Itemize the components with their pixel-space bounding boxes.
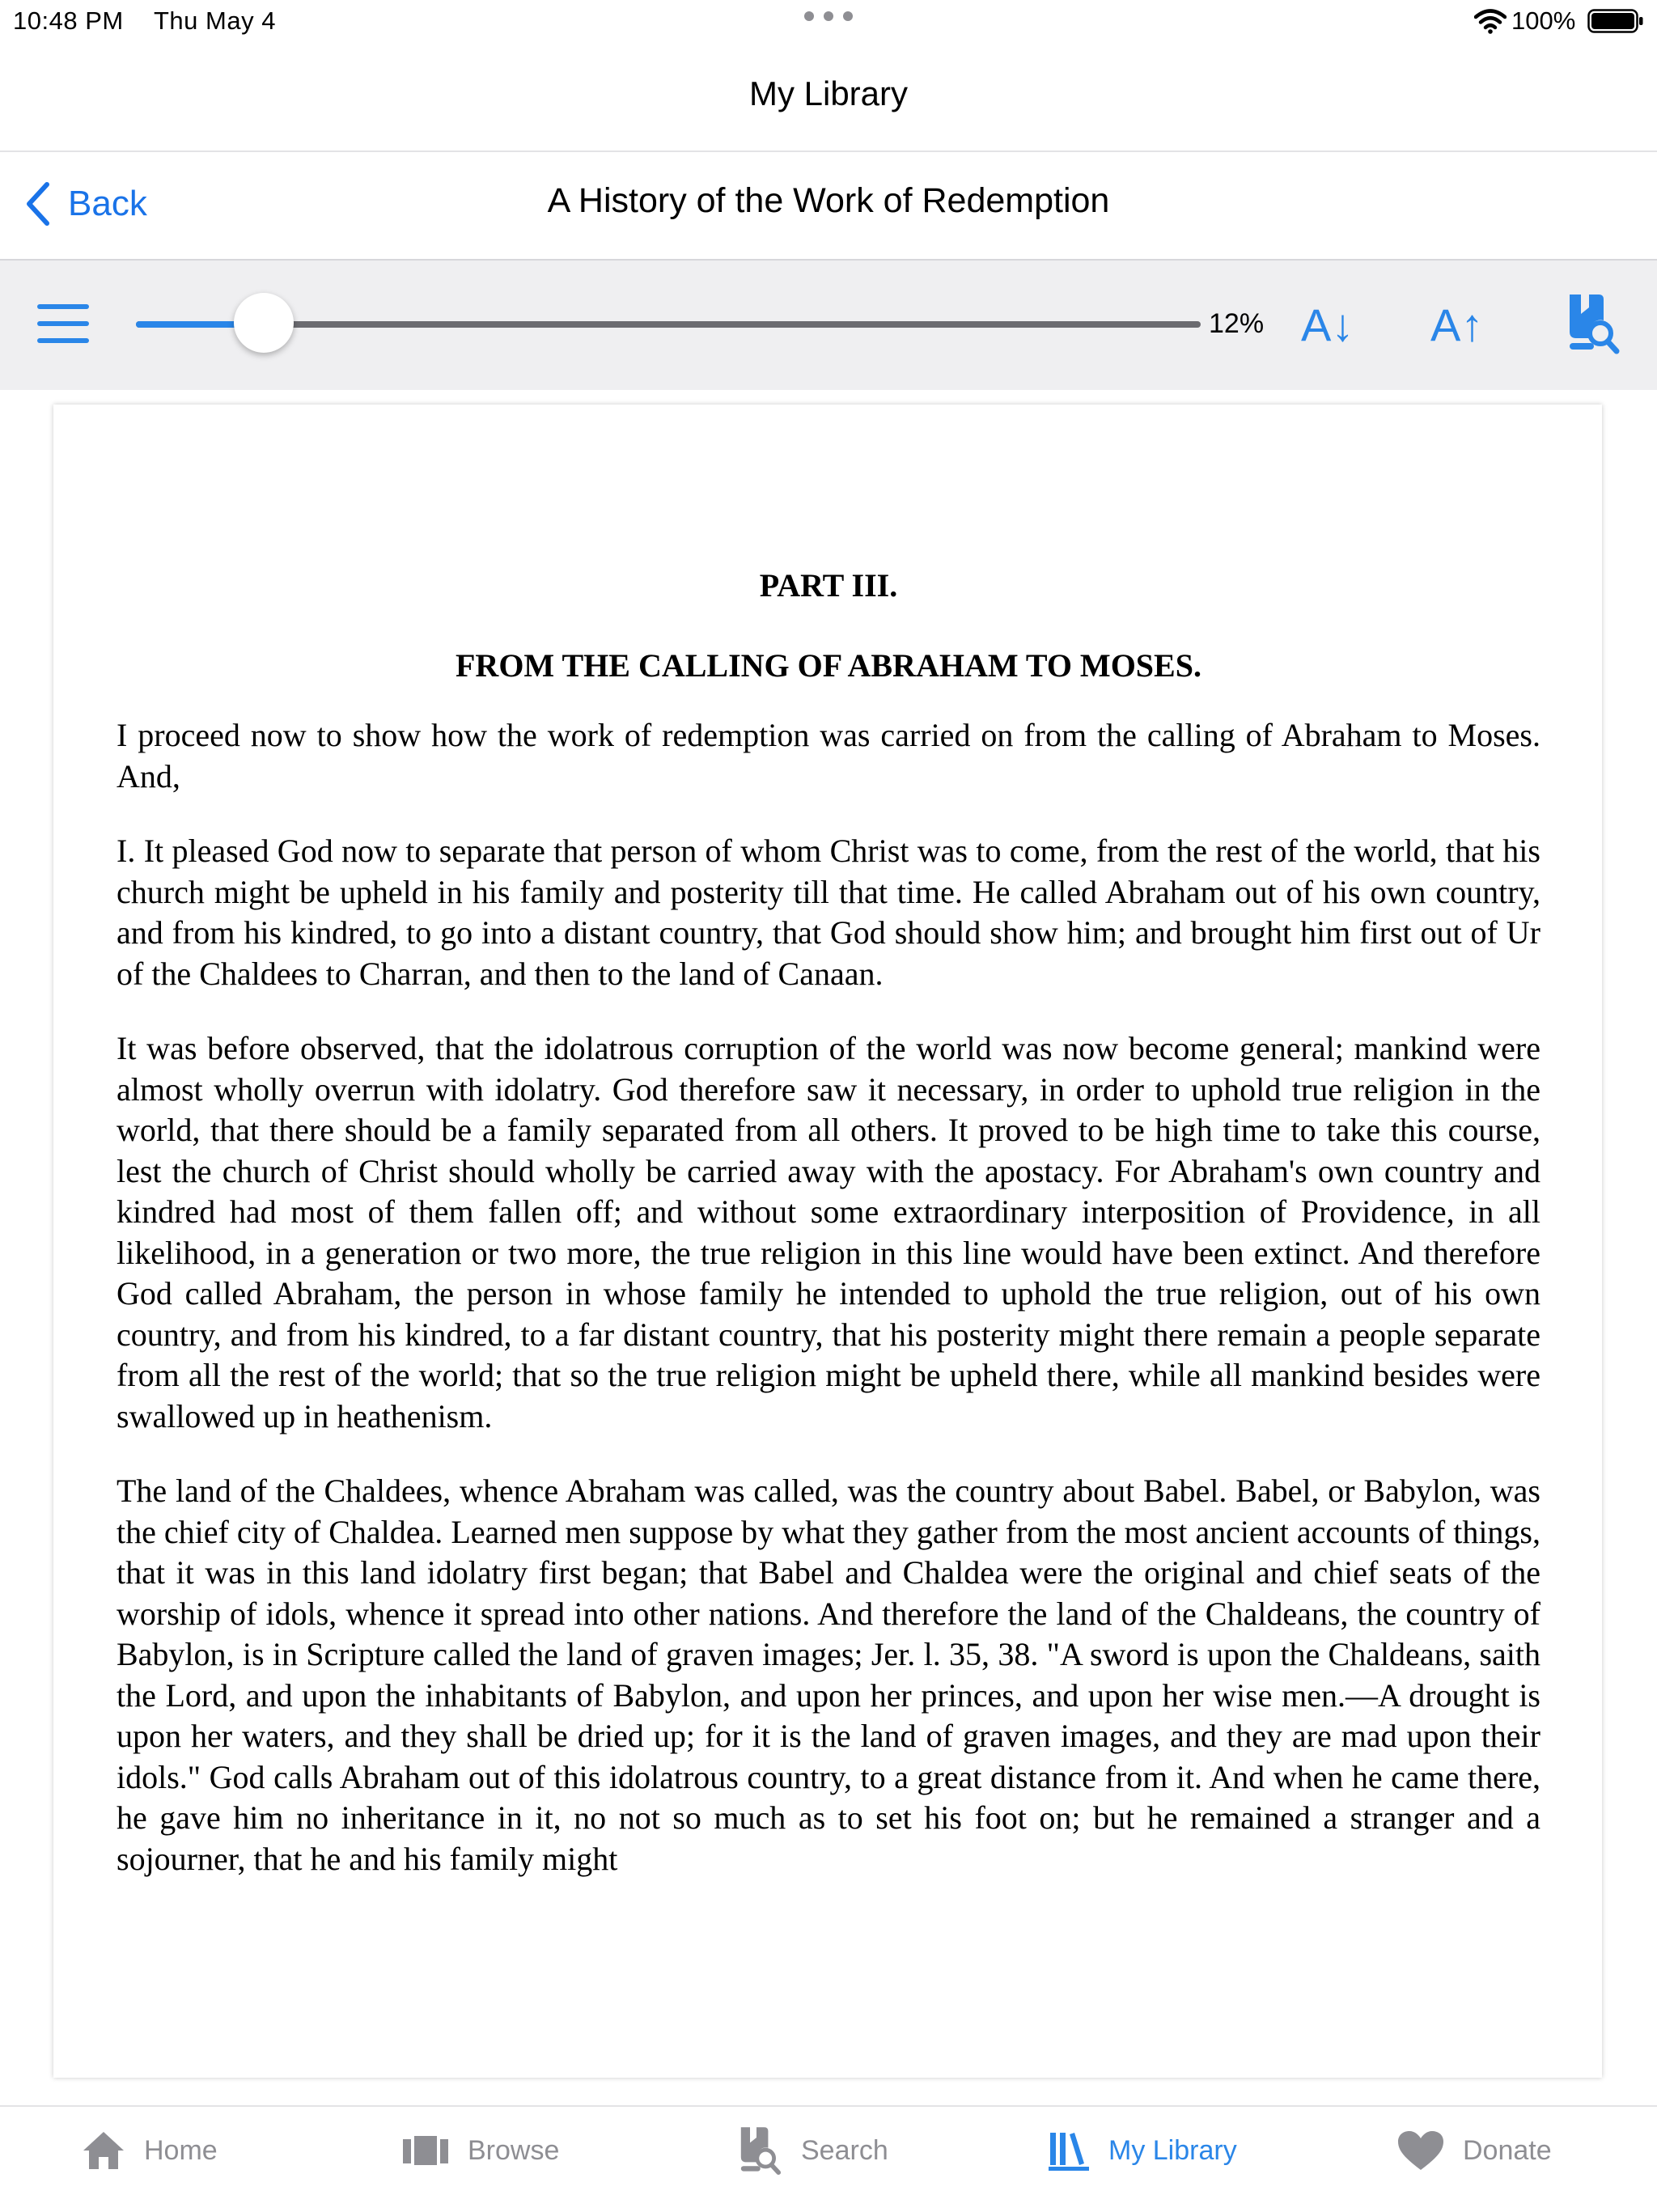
back-button[interactable] xyxy=(24,180,147,228)
book-page xyxy=(53,405,1602,2078)
part-heading: PART III. xyxy=(759,567,898,604)
hamburger-menu-icon xyxy=(37,304,89,309)
multitasking-dots-icon[interactable] xyxy=(804,10,853,23)
heart-icon xyxy=(1396,2129,1445,2172)
battery-percentage: 100% xyxy=(1511,6,1576,35)
progress-slider-track[interactable] xyxy=(136,321,1201,328)
font-decrease-button[interactable]: A↓ xyxy=(1301,299,1354,350)
nav-title: My Library xyxy=(748,74,909,112)
font-increase-button[interactable]: A↑ xyxy=(1430,299,1484,350)
tab-label: Donate xyxy=(1463,2134,1552,2166)
section-heading: FROM THE CALLING OF ABRAHAM TO MOSES. xyxy=(456,647,1201,684)
chevron-left-icon xyxy=(24,181,52,227)
tab-my-library[interactable] xyxy=(1047,2126,1237,2175)
battery-icon xyxy=(1587,8,1644,34)
tab-home[interactable] xyxy=(81,2126,218,2175)
status-time: 10:48 PM xyxy=(13,6,124,35)
books-icon xyxy=(401,2133,450,2168)
paragraph: It was before observed, that the idolatrous corruption of the world was now become general; mankind were almost wholly overrun with idolatry. God therefore saw it necessary, in order to uphold true religion in the world, that there should be a family separated from all others. It proved to be high time to take this course, lest the church of Christ should wholly be carried away with the apostacy. For Abraham's own country and kindred had most of them fallen off; and without some extraordinary interposition of Providence, in all likelihood, in a generation or two more, the true religion in this line would have been extinct. And therefore God called Abraham, the person in whose family he intended to uphold the true religion, out of his own country, and from his kindred, to a far distant country, that his posterity might there remain a people separate from all the rest of the world; that so the true religion might be upheld there, while all mankind besides were swallowed up in heathenism. xyxy=(117,1030,1540,1434)
wifi-icon xyxy=(1474,8,1507,34)
progress-slider-thumb[interactable] xyxy=(234,293,294,353)
tab-browse[interactable] xyxy=(401,2126,559,2175)
paragraph: I proceed now to show how the work of redemption was carried on from the calling of Abraham to Moses. And, xyxy=(117,717,1540,795)
book-search-icon xyxy=(736,2125,783,2176)
tab-label: My Library xyxy=(1108,2134,1237,2166)
page-content xyxy=(117,566,1540,1913)
header-divider xyxy=(0,150,1657,152)
book-title: A History of the Work of Redemption xyxy=(547,181,1110,220)
tab-label: Browse xyxy=(468,2134,560,2166)
paragraph: The land of the Chaldees, whence Abraham was called, was the country about Babel. Babel, or Babylon, was the chief city of Chaldea. Learned men suppose by what they gather from the most ancient accounts of things, that it was in this land idolatry first began; that Babel and Chaldea were the original and chief seats of the worship of idols, whence it spread into other nations. And therefore the land of the Chaldeans, the country of Babylon, is in Scripture called the land of graven images; Jer. l. 35, 38. "A sword is upon the Chaldeans, saith the Lord, and upon the inhabitants of Babylon, and upon her princes, and upon her wise men.—A drought is upon her waters, and they shall be dried up; for it is the land of graven images, and they are mad upon their idols." God calls Abraham out of this idolatrous country, to a great distance from it. And when he came there, he gave him no inheritance in it, no not so much as to set his foot on; but he remained a stranger and a sojourner, that he and his family might xyxy=(117,1473,1540,1877)
menu-button[interactable] xyxy=(37,304,89,343)
back-label: Back xyxy=(68,184,147,223)
library-icon xyxy=(1047,2129,1091,2172)
progress-label: 12% xyxy=(1209,308,1265,339)
tab-label: Home xyxy=(144,2134,218,2166)
tab-search[interactable] xyxy=(736,2126,888,2175)
tab-label: Search xyxy=(801,2134,888,2166)
status-date: Thu May 4 xyxy=(154,6,276,35)
home-icon xyxy=(81,2129,126,2172)
tab-donate[interactable] xyxy=(1396,2126,1552,2175)
book-search-icon[interactable] xyxy=(1565,291,1621,356)
paragraph: I. It pleased God now to separate that person of whom Christ was to come, from the rest of the world, that his church might be upheld in his family and posterity till that time. He called Abraham out of his own country, and from his kindred, to go into a distant country, that God should show him; and brought him first out of Ur of the Chaldees to Charran, and then to the land of Canaan. xyxy=(117,833,1540,992)
